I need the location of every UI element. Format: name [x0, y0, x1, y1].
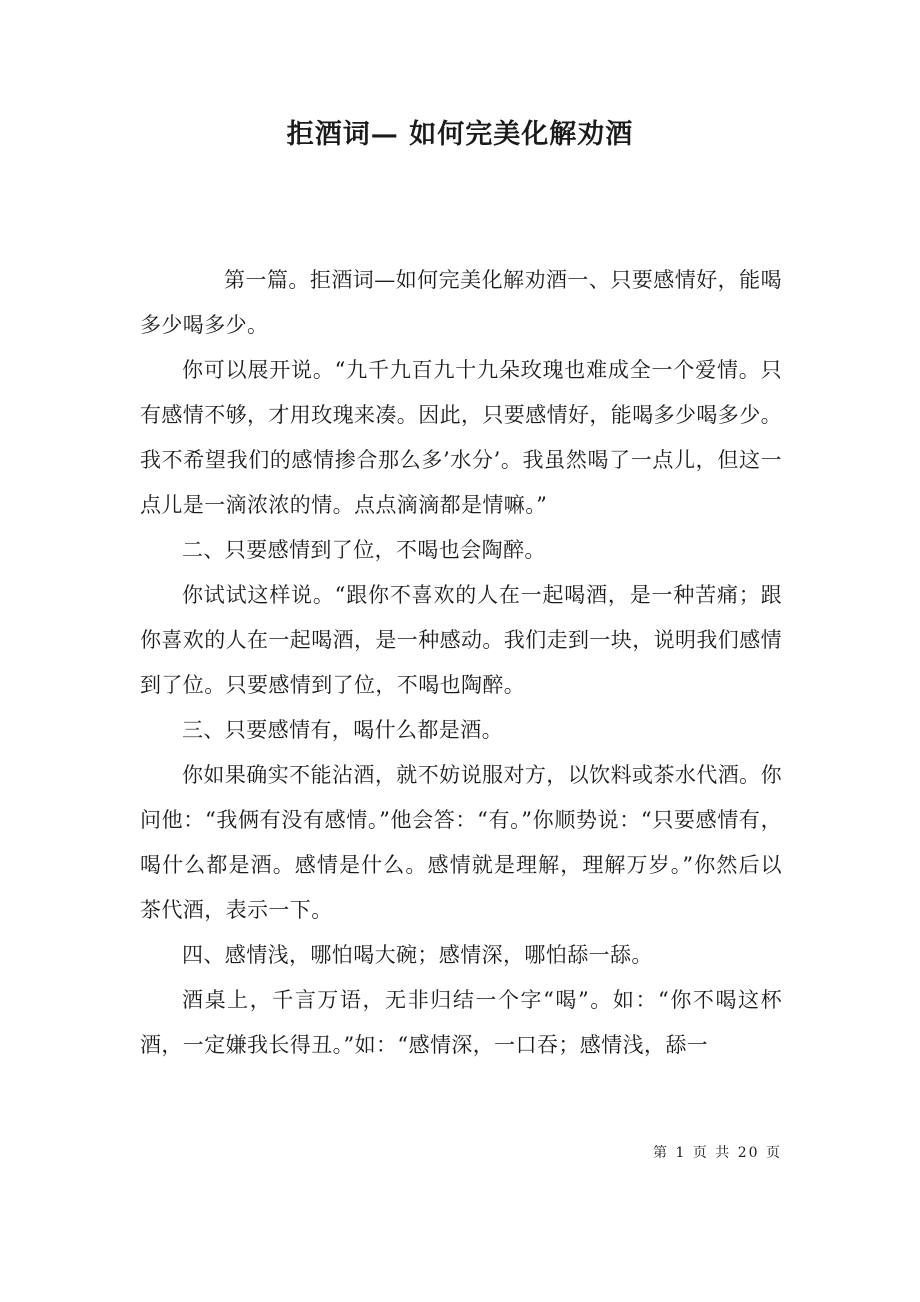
paragraph: 你可以展开说。“九千九百九十九朵玫瑰也难成全一个爱情。只有感情不够，才用玫瑰来凑。因此，只要感情好，能喝多少喝多少。我不希望我们的感情掺合那么多’水分’。我虽然喝了一点儿，但这一点儿是一滴浓浓的情。点点滴滴都是情嘛。”	[140, 358, 782, 517]
paragraph: 第一篇。拒酒词—如何完美化解劝酒一、只要感情好，能喝多少喝多少。	[140, 268, 782, 337]
paragraph: 你试试这样说。“跟你不喜欢的人在一起喝酒，是一种苦痛；跟你喜欢的人在一起喝酒，是一种感动。我们走到一块，说明我们感情到了位。只要感情到了位，不喝也陶醉。	[140, 583, 782, 697]
paragraph: 酒桌上，千言万语，无非归结一个字“喝”。如：“你不喝这杯酒，一定嫌我长得丑。”如：“感情深，一口吞；感情浅，舔一	[140, 988, 782, 1057]
section-heading: 二、只要感情到了位，不喝也会陶醉。	[182, 538, 546, 562]
page-number-footer: 第 1 页 共 20 页	[653, 1145, 782, 1161]
paragraph: 你如果确实不能沾酒，就不妨说服对方，以饮料或茶水代酒。你问他：“我俩有没有感情。”他会答：“有。”你顺势说：“只要感情有，喝什么都是酒。感情是什么。感情就是理解，理解万岁。”你然后以茶代酒，表示一下。	[140, 763, 782, 922]
document-body	[140, 258, 782, 1068]
document-title: 拒酒词— 如何完美化解劝酒	[286, 119, 634, 150]
section-heading: 三、只要感情有，喝什么都是酒。	[182, 718, 503, 742]
section-heading: 四、感情浅，哪怕喝大碗；感情深，哪怕舔一舔。	[182, 943, 653, 967]
